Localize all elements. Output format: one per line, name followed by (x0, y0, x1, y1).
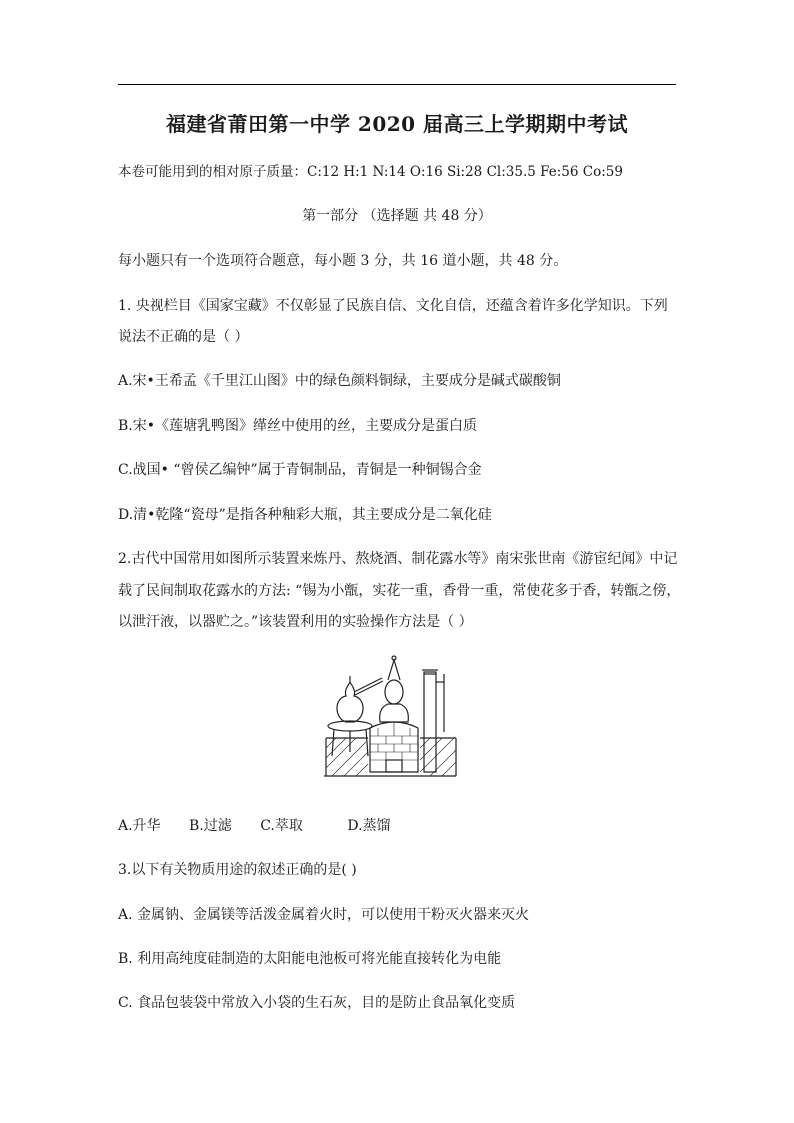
q3-stem: 3.以下有关物质用途的叙述正确的是( ) (118, 862, 357, 878)
q2-stem-line2: 载了民间制取花露水的方法: “锡为小甑，实花一重，香骨一重，常使花多于香，转甑之傍， (118, 583, 681, 599)
q2-option-c: C.萃取 (260, 818, 303, 834)
q2-stem-line3: 以泄汗液，以器贮之。”该装置利用的实验操作方法是（ ） (118, 614, 473, 630)
q1-option-d: D.清•乾隆“瓷母”是指各种釉彩大瓶，其主要成分是二氧化硅 (118, 507, 492, 523)
q3-option-c: C. 食品包装袋中常放入小袋的生石灰，目的是防止食品氧化变质 (118, 995, 516, 1011)
atomic-masses: 本卷可能用到的相对原子质量：C:12 H:1 N:14 O:16 Si:28 Cl:35.5 Fe:56 Co:59 (118, 164, 623, 180)
q2-options (118, 815, 678, 835)
header-rule (118, 84, 676, 85)
page-title: 福建省莆田第一中学 2020 届高三上学期期中考试 (165, 112, 629, 136)
q1-stem-line2: 说法不正确的是（ ） (118, 329, 249, 345)
q3-option-b: B. 利用高纯度硅制造的太阳能电池板可将光能直接转化为电能 (118, 951, 502, 967)
section-instruction: 每小题只有一个选项符合题意，每小题 3 分，共 16 道小题，共 48 分。 (118, 253, 568, 269)
q1-option-a: A.宋•王希孟《千里江山图》中的绿色颜料铜绿，主要成分是碱式碳酸铜 (118, 373, 561, 389)
q2-stem-line1: 2.古代中国常用如图所示装置来炼丹、熬烧酒、制花露水等》南宋张世南《游宦纪闻》中记 (118, 551, 678, 567)
q1-option-b: B.宋•《莲塘乳鸭图》缂丝中使用的丝，主要成分是蛋白质 (118, 418, 477, 434)
section-title: 第一部分 （选择题 共 48 分） (302, 208, 492, 224)
distillation-apparatus-figure (320, 652, 460, 782)
q1-option-c: C.战国• “曾侯乙编钟”属于青铜制品，青铜是一种铜锡合金 (118, 462, 482, 478)
q2-option-d: D.蒸馏 (347, 818, 391, 834)
q2-option-b: B.过滤 (189, 818, 232, 834)
q1-stem-line1: 1. 央视栏目《国家宝藏》不仅彰显了民族自信、文化自信，还蕴含着许多化学知识。下列 (118, 298, 668, 314)
q2-option-a: A.升华 (118, 818, 161, 834)
q3-option-a: A. 金属钠、金属镁等活泼金属着火时，可以使用干粉灭火器来灭火 (118, 907, 530, 923)
